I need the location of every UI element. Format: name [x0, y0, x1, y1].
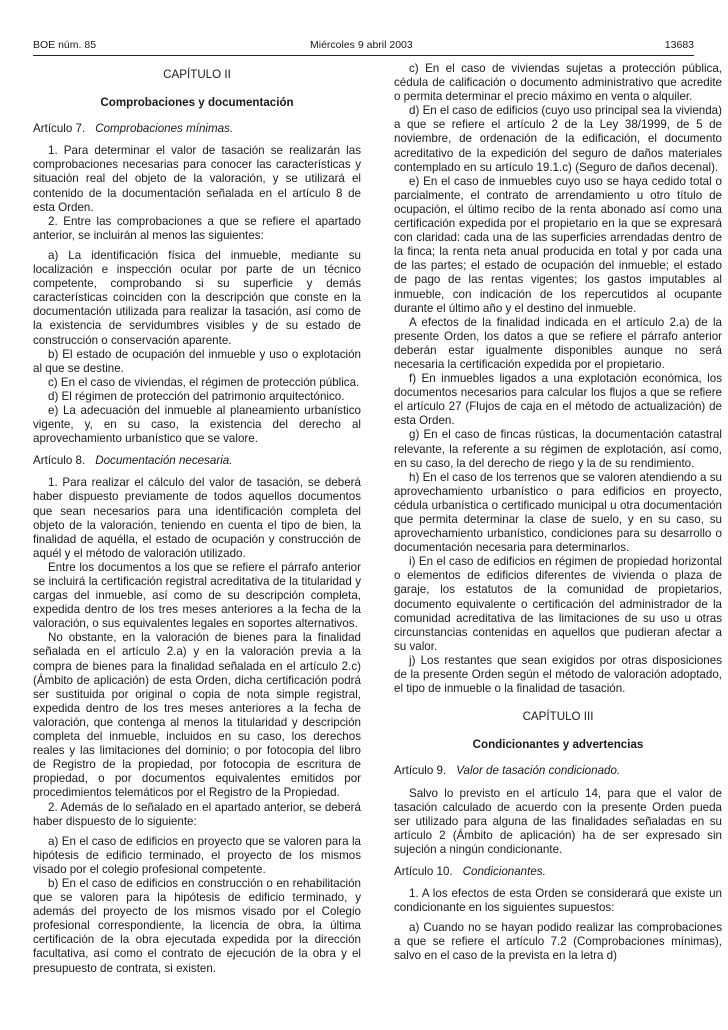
paragraph: a) En el caso de edificios en proyecto que se valoren para la hipótesis de edificio terminado, el proyecto de los mismos visado por el colegio profesional competente.: [33, 834, 361, 876]
article-number: Artículo 9.: [394, 764, 447, 778]
chapter-heading: CAPÍTULO II: [163, 68, 231, 81]
header-gazette-number: BOE núm. 85: [33, 39, 97, 51]
paragraph: e) En el caso de inmuebles cuyo uso se haya cedido total o parcialmente, el contrato de arrendamiento u otro título de ocupación, el último recibo de la renta abonado así como una certificación expedida por el propietario en la que se expresará con claridad: cada una de las superficies arrendadas dentro de la finca; la renta neta anual producida en total y por cada una de las partes; el estado de ocupación del inmueble; el estado de pago de las rentas vigentes; los gastos imputables al inmueble, con indicación de los repercutidos al ocupante durante el último año y el destino del inmueble.: [394, 174, 722, 315]
header-page-number: 13683: [664, 39, 694, 51]
paragraph: b) El estado de ocupación del inmueble y uso o explotación al que se destine.: [33, 347, 361, 375]
header-rule: [33, 55, 694, 56]
article-number: Artículo 7.: [33, 122, 86, 136]
article-heading: [394, 764, 722, 778]
paragraph: 1. A los efectos de esta Orden se considerará que existe un condicionante en los siguientes supuestos:: [394, 887, 722, 915]
page-header: [33, 38, 694, 52]
paragraph: A efectos de la finalidad indicada en el artículo 2.a) de la presente Orden, los datos a que se refiere el párrafo anterior deberán estar igualmente disponibles aunque no será necesaria la certificación expedida por el propietario.: [394, 315, 722, 371]
paragraph: c) En el caso de viviendas, el régimen de protección pública.: [48, 375, 360, 389]
article-title: Comprobaciones mínimas.: [95, 122, 234, 136]
paragraph: j) Los restantes que sean exigidos por otras disposiciones de la presente Orden según el método de valoración adoptado, el tipo de inmueble o la finalidad de tasación.: [394, 653, 722, 696]
paragraph: a) Cuando no se hayan podido realizar las comprobaciones a que se refiere el artículo 7.2 (Comprobaciones mínimas), salvo en el caso de la prevista en la letra d): [394, 921, 722, 963]
paragraph: Entre los documentos a los que se refiere el párrafo anterior se incluirá la certificación registral acreditativa de la titularidad y cargas del inmueble, así como de su descripción completa, expedida dentro de los tres meses anteriores a la fecha de la valoración, o sus equivalentes legales en soportes alternativos.: [33, 560, 361, 631]
paragraph: 2. Entre las comprobaciones a que se refiere el apartado anterior, se incluirán al menos las siguientes:: [33, 214, 361, 242]
article-number: Artículo 10.: [394, 864, 453, 878]
article-heading: [33, 122, 361, 136]
paragraph: b) En el caso de edificios en construcción o en rehabilitación que se valoren para la hipótesis de edificio terminado, y además del proyecto de los mismos visado por el Colegio profesional correspondiente, la licencia de obra, la última certificación de la obra ejecutada expedida por la dirección facultativa, así como el contrato de ejecución de la obra y el presupuesto de contrata, si existen.: [33, 876, 361, 975]
paragraph: Salvo lo previsto en el artículo 14, para que el valor de tasación calculado de acuerdo con la presente Orden pueda ser utilizado para alguna de las finalidades señaladas en su artículo 2 (Ámbito de aplicación) ha de ser expresado sin sujeción a ningún condicionante.: [394, 786, 722, 856]
article-title: Condicionantes.: [462, 864, 546, 878]
article-title: Valor de tasación condicionado.: [456, 764, 621, 778]
paragraph: No obstante, en la valoración de bienes para la finalidad señalada en el artículo 2.a) y en la valoración previa a la compra de bienes para la finalidad señalada en el artículo 2.c) (Ámbito de aplicación) de esta Orden, dicha certificación podrá ser sustituida por original o copia de nota simple registral, expedida dentro de los tres meses anteriores a la fecha de valoración, que contenga al menos la titularidad y descripción completa del inmueble, incluidos en su caso, los derechos reales y las limitaciones del dominio; o por fotocopia del libro de Registro de la propiedad, por fotocopia de escritura de propiedad, o por documentos equivalentes emitidos por procedimientos telemáticos por el Registro de la Propiedad.: [33, 631, 361, 800]
paragraph: e) La adecuación del inmueble al planeamiento urbanístico vigente, y, en su caso, la existencia del derecho al aprovechamiento urbanístico que se valore.: [33, 403, 361, 446]
paragraph: a) La identificación física del inmueble, mediante su localización e inspección ocular por parte de un técnico competente, comprobando si su superficie y demás características coinciden con la descripción que conste en la documentación utilizada para realizar la tasación, así como de la existencia de servidumbres visibles y de su estado de construcción o conservación aparente.: [33, 248, 361, 347]
paragraph: c) En el caso de viviendas sujetas a protección pública, cédula de calificación o documento administrativo que acredite o permita determinar el precio máximo en venta o alquiler.: [394, 62, 722, 104]
paragraph: d) El régimen de protección del patrimonio arquitectónico.: [48, 389, 345, 403]
paragraph: d) En el caso de edificios (cuyo uso principal sea la vivienda) a que se refiere el artículo 2 de la Ley 38/1999, de 5 de noviembre, de ordenación de la edificación, el documento acreditativo de la expedición del seguro de daños materiales contemplado en su artículo 19.1.c) (Seguro de daños decenal).: [394, 104, 722, 174]
paragraph: 1. Para realizar el cálculo del valor de tasación, se deberá haber dispuesto previamente de todos aquellos documentos que sean necesarios para una identificación completa del objeto de la valoración, teniendo en cuenta el tipo de bien, la finalidad de aquélla, el estado de ocupación y construcción de aquél y el método de valoración utilizado.: [33, 476, 361, 560]
article-heading: [394, 865, 722, 879]
chapter-title: Condicionantes y advertencias: [472, 738, 644, 752]
article-title: Documentación necesaria.: [95, 454, 233, 468]
paragraph: i) En el caso de edificios en régimen de propiedad horizontal o elementos de edificios diferentes de vivienda o plaza de garaje, los estatutos de la comunidad de propietarios, documento equivalente o certificación del administrador de la comunidad acreditativa de las limitaciones de su uso u otras circunstancias contenidas en aquellos que pudieran afectar a su valor.: [394, 555, 722, 653]
paragraph: g) En el caso de fincas rústicas, la documentación catastral relevante, la referente a su régimen de explotación, así como, en su caso, la del derecho de riego y la de su rendimiento.: [394, 428, 722, 470]
article-heading: [33, 454, 361, 468]
paragraph: 1. Para determinar el valor de tasación se realizarán las comprobaciones necesarias para conocer las características y situación real del objeto de la valoración, y se utilizará el contenido de la documentación señalada en el artículo 8 de esta Orden.: [33, 144, 361, 214]
left-column: [33, 62, 361, 976]
header-date: Miércoles 9 abril 2003: [310, 39, 413, 51]
paragraph: 2. Además de lo señalado en el apartado anterior, se deberá haber dispuesto de lo siguiente:: [33, 800, 361, 828]
right-column: [394, 62, 722, 964]
paragraph: h) En el caso de los terrenos que se valoren atendiendo a su aprovechamiento urbanístico o para edificios en proyecto, cédula urbanística o certificado municipal u otra documentación que permita determinar la clase de suelo, y en su caso, su aprovechamiento urbanístico, condiciones para su desarrollo o documentación necesaria para determinarlos.: [394, 470, 722, 555]
chapter-title: Comprobaciones y documentación: [100, 96, 294, 110]
chapter-heading: CAPÍTULO III: [522, 710, 594, 724]
article-number: Artículo 8.: [33, 454, 86, 468]
paragraph: f) En inmuebles ligados a una explotación económica, los documentos necesarios para calcular los flujos a que se refiere el artículo 27 (Flujos de caja en el método de actualización) de esta Orden.: [394, 372, 722, 428]
